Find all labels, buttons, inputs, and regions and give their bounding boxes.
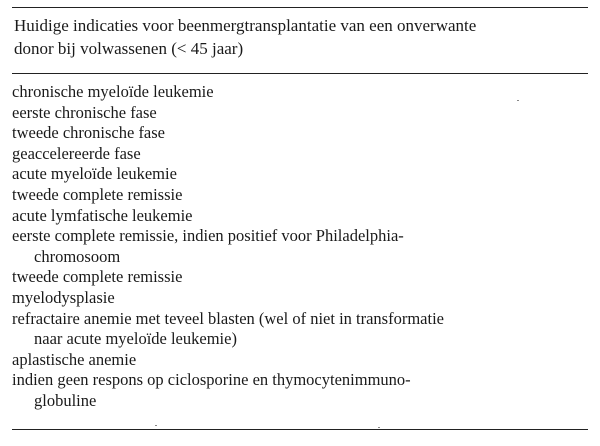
list-item-aml: acute myeloïde leukemie [12,164,177,184]
bottom-rule [12,429,588,430]
list-item-aa-no-response [12,370,588,411]
list-item-aa-no-response-line-1: indien geen respons op ciclosporine en thymocytenimmuno- [12,370,411,390]
list-item-cml-phase-1: eerste chronische fase [12,102,157,122]
list-item-all-remission-1-line-2: chromosoom [34,246,121,266]
table-title-line-1: Huidige indicaties voor beenmergtransplantatie van een onverwante [14,16,477,35]
list-item-mds: myelodysplasie [12,287,115,307]
list-item-mds-refractory-line-2: naar acute myeloïde leukemie) [34,329,237,349]
indication-list [12,74,588,412]
list-item-cml-phase-2: tweede chronische fase [12,123,166,143]
scan-speck [517,100,519,101]
list-item-aa-no-response-line-2: globuline [34,390,97,410]
list-item-mds-refractory [12,309,588,350]
list-item-cml-accelerated: geaccelereerde fase [12,143,141,163]
scan-speck [155,425,157,426]
list-item-aa: aplastische anemie [12,349,137,369]
list-item-mds-refractory-line-1: refractaire anemie met teveel blasten (wel of niet in transformatie [12,308,444,328]
list-item-all-remission-2: tweede complete remissie [12,267,183,287]
table-title-line-2: donor bij volwassenen (< 45 jaar) [14,39,244,58]
table-title [12,8,588,60]
scan-speck [378,427,380,428]
list-item-all-remission-1-line-1: eerste complete remissie, indien positief voor Philadelphia- [12,226,404,246]
list-item-cml: chronische myeloïde leukemie [12,82,214,101]
indications-table [12,7,588,430]
list-item-aml-remission-2: tweede complete remissie [12,184,183,204]
list-item-all-remission-1 [12,226,588,267]
list-item-all: acute lymfatische leukemie [12,205,193,225]
